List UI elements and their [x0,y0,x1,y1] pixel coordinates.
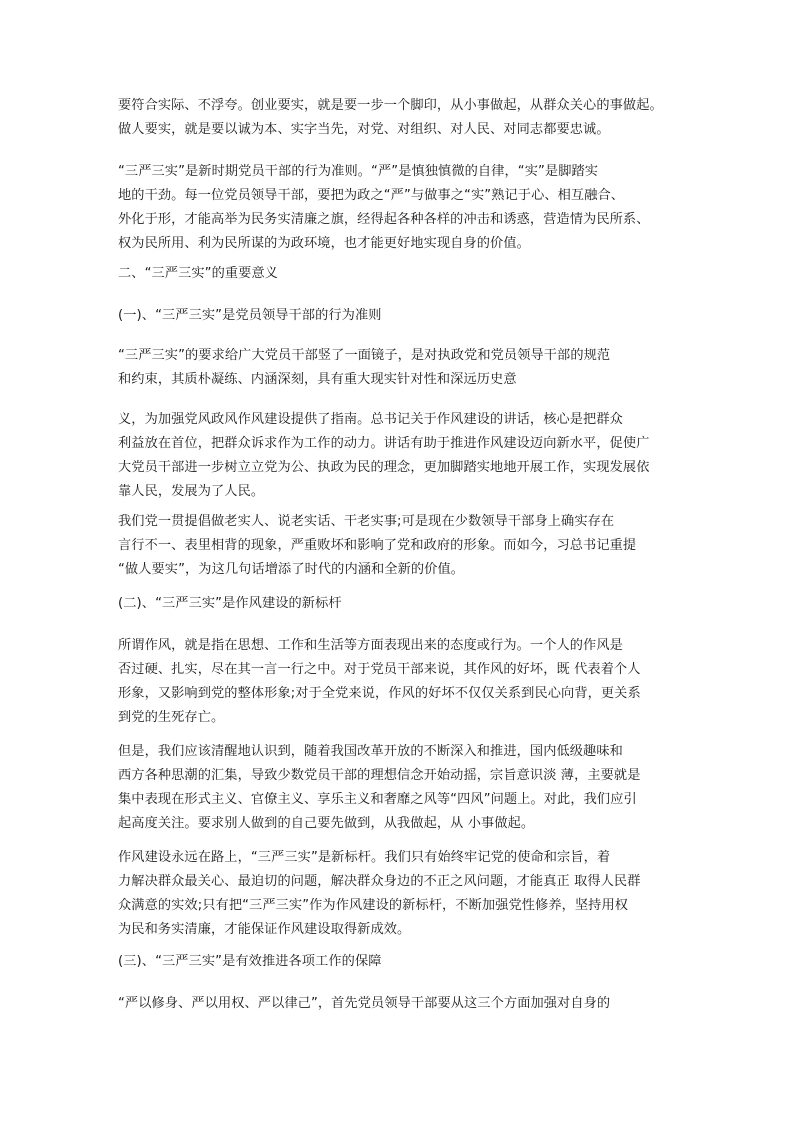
paragraph-5 [118,510,680,582]
text-line: 做人要实，就是要以诚为本、实字当先，对党、对组织、对人民、对同志都要忠诚。 [118,122,610,137]
paragraph-9 [118,992,680,1016]
paragraph-3 [118,344,680,392]
paragraph-1 [118,94,680,142]
heading-line: (二)、“三严三实”是作风建设的新标杆 [118,596,342,611]
text-line: “三严三实”是新时期党员干部的行为准则。“严”是慎独慎微的自律，“实”是脚踏实 [118,164,599,179]
subsection-heading-3 [118,950,680,974]
text-line: 言行不一、表里相背的现象，严重败坏和影响了党和政府的形象。而如今，习总书记重提 [118,538,637,553]
text-line: 和约束，其质朴凝练、内涵深刻，具有重大现实针对性和深远历史意 [118,372,517,387]
text-line: 起高度关注。要求别人做到的自己要先做到，从我做起，从 小事做起。 [118,816,535,831]
text-line: 外化于形，才能高举为民务实清廉之旗，经得起各种各样的冲击和诱惑，营造情为民所系、 [118,212,650,227]
text-line: 靠人民，发展为了人民。 [118,484,265,499]
text-line: 我们党一贯提倡做老实人、说老实话、干老实事;可是现在少数领导干部身上确实存在 [118,514,615,529]
text-line: 为民和务实清廉，才能保证作风建设取得新成效。 [118,922,411,937]
text-line: 权为民所用、利为民所谋的为政环境，也才能更好地实现自身的价值。 [118,236,530,251]
text-line: 所谓作风，就是指在思想、工作和生活等方面表现出来的态度或行为。一个人的作风是 [118,638,623,653]
subsection-heading-2 [118,592,680,616]
section-heading [118,262,680,286]
text-line: 西方各种思潮的汇集，导致少数党员干部的理想信念开始动摇，宗旨意识淡 薄，主要就是 [118,768,641,783]
heading-line: (三)、“三严三实”是有效推进各项工作的保障 [118,954,382,969]
paragraph-2 [118,160,680,256]
heading-line: (一)、“三严三实”是党员领导干部的行为准则 [118,308,382,323]
text-line: 形象，又影响到党的整体形象;对于全党来说，作风的好坏不仅仅关系到民心向背，更关系 [118,686,641,701]
text-line: 众满意的实效;只有把“三严三实”作为作风建设的新标杆，不断加强党性修养，坚持用权 [118,898,629,913]
text-line: 力解决群众最关心、最迫切的问题，解决群众身边的不正之风问题，才能真正 取得人民群 [118,874,641,889]
paragraph-7 [118,740,680,836]
text-line: 作风建设永远在路上，“三严三实”是新标杆。我们只有始终牢记党的使命和宗旨，着 [118,850,611,865]
text-line: “做人要实”，为这几句话增添了时代的内涵和全新的价值。 [118,562,465,577]
text-line: 大党员干部进一步树立立党为公、执政为民的理念，更加脚踏实地地开展工作，实现发展依 [118,460,650,475]
subsection-heading-1 [118,304,680,328]
text-line: 要符合实际、不浮夸。创业要实，就是要一步一个脚印，从小事做起，从群众关心的事做起。 [118,98,663,113]
text-line: 地的干劲。每一位党员领导干部，要把为政之“严”与做事之“实”熟记于心、相互融合、 [118,188,625,203]
paragraph-4 [118,408,680,504]
text-line: 否过硬、扎实，尽在其一言一行之中。对于党员干部来说，其作风的好坏，既 代表着个人 [118,662,641,677]
text-line: 利益放在首位，把群众诉求作为工作的动力。讲话有助于推进作风建设迈向新水平，促使广 [118,436,650,451]
text-line: “严以修身、严以用权、严以律己”，首先党员领导干部要从这三个方面加强对自身的 [118,996,611,1011]
paragraph-8 [118,846,680,942]
text-line: 到党的生死存亡。 [118,710,225,725]
text-line: 义，为加强党风政风作风建设提供了指南。总书记关于作风建设的讲话，核心是把群众 [118,412,623,427]
heading-line: 二、“三严三实”的重要意义 [118,266,279,281]
text-line: 但是，我们应该清醒地认识到，随着我国改革开放的不断深入和推进，国内低级趣味和 [118,744,623,759]
paragraph-6 [118,634,680,730]
text-line: 集中表现在形式主义、官僚主义、享乐主义和奢靡之风等“四风”问题上。对此，我们应引 [118,792,637,807]
text-line: “三严三实”的要求给广大党员干部竖了一面镜子，是对执政党和党员领导干部的规范 [118,348,611,363]
